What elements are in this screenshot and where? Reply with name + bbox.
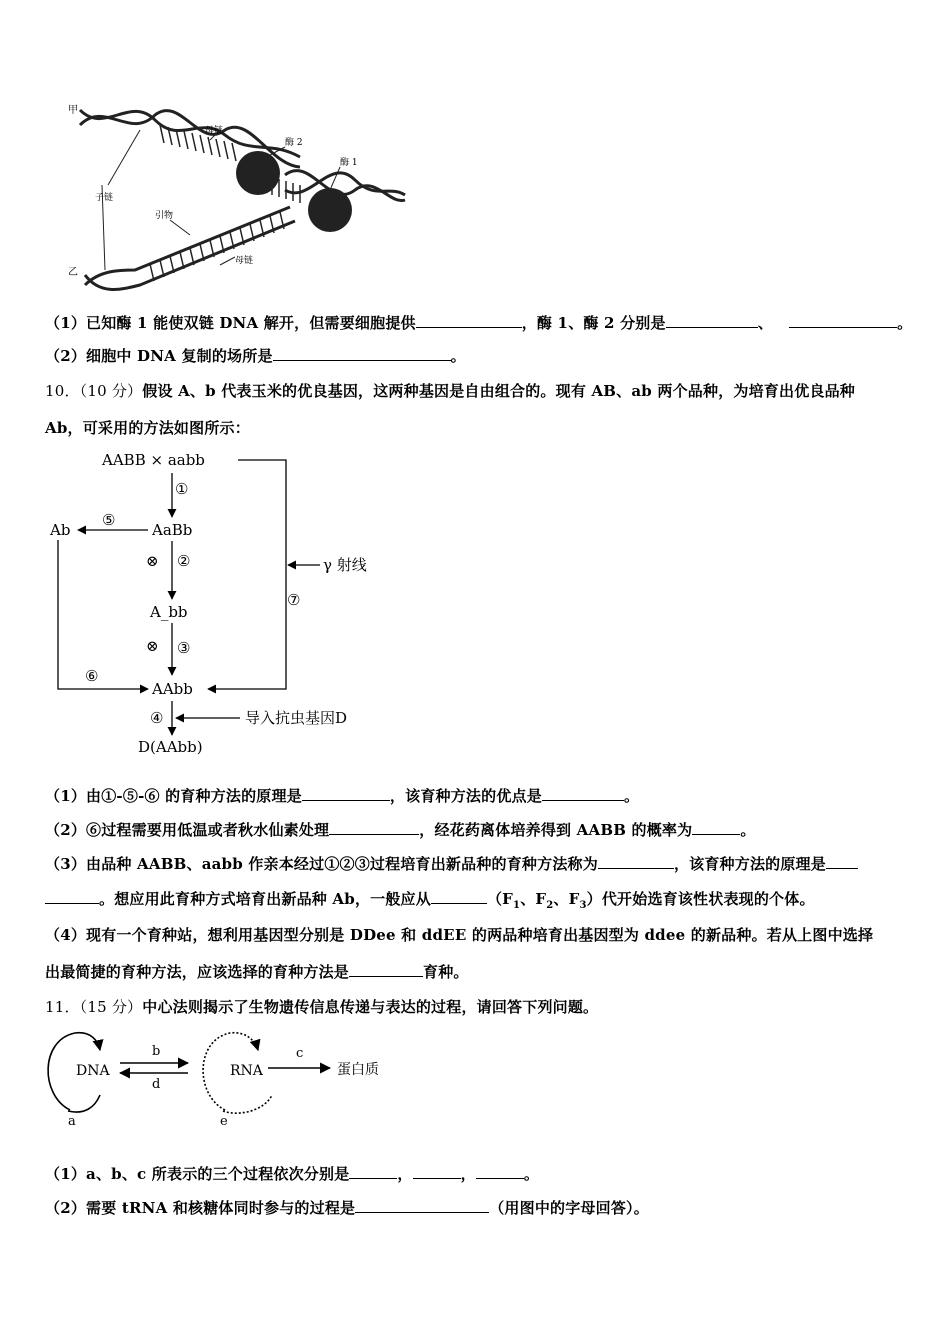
rna-node: RNA bbox=[230, 1063, 263, 1079]
q11-blank-1[interactable] bbox=[349, 1163, 397, 1179]
label-mei1: 酶 1 bbox=[340, 158, 358, 168]
q10-part1: （1）由①-⑤-⑥ 的育种方法的原理是 ，该育种方法的优点是 。 bbox=[45, 787, 640, 805]
step-1: ① bbox=[175, 480, 189, 498]
label-yinwu: 引物 bbox=[155, 211, 174, 221]
breeding-diagram bbox=[40, 445, 410, 760]
selfing-symbol-2: ⊗ bbox=[146, 637, 159, 655]
q9-blank-2[interactable] bbox=[666, 312, 758, 328]
q10-part3-line2: 。想应用此育种方式培育出新品种 Ab，一般应从 （$F_1$、$F_2$、$F_3$）代开始选育该性状表现的个体。 bbox=[45, 888, 815, 911]
q10-blank-7[interactable] bbox=[431, 888, 487, 904]
q10-intro-line1: 10．（10 分）假设 A、b 代表玉米的优良基因，这两种基因是自由组合的。现有 AB、ab 两个品种，为培育出优良品种 bbox=[45, 382, 855, 400]
central-dogma-diagram bbox=[40, 1025, 400, 1130]
enzyme-1-blob bbox=[308, 188, 352, 232]
protein-node: 蛋白质 bbox=[337, 1062, 379, 1078]
q9-blank-1[interactable] bbox=[416, 312, 522, 328]
dna-node: DNA bbox=[76, 1063, 110, 1079]
enzyme-2-blob bbox=[236, 151, 280, 195]
insert-gene-label: 导入抗虫基因D bbox=[245, 709, 348, 727]
label-zilian: 子链 bbox=[95, 193, 114, 203]
label-mei2: 酶 2 bbox=[285, 138, 303, 148]
q10-blank-4[interactable] bbox=[692, 819, 740, 835]
q11-part1: （1）a、b、c 所表示的三个过程依次分别是 ， ， 。 bbox=[45, 1165, 540, 1183]
abar-label: A_bb bbox=[150, 603, 188, 621]
label-jia: 甲 bbox=[68, 105, 78, 116]
cross-label: AABB × aabb bbox=[102, 451, 205, 469]
q10-blank-3[interactable] bbox=[329, 819, 419, 835]
label-d: d bbox=[152, 1077, 161, 1092]
selfing-symbol-1: ⊗ bbox=[146, 552, 159, 570]
q11-blank-3[interactable] bbox=[476, 1163, 524, 1179]
step-4: ④ bbox=[150, 709, 164, 727]
dna-replication-figure bbox=[60, 95, 410, 295]
lower-helix bbox=[85, 207, 295, 289]
q10-part2: （2）⑥过程需要用低温或者秋水仙素处理 ，经花药离体培养得到 AABB 的概率为 。 bbox=[45, 821, 756, 839]
q11-blank-4[interactable] bbox=[355, 1197, 489, 1213]
label-mulian-bottom: 母链 bbox=[235, 256, 254, 266]
q9-blank-4[interactable] bbox=[273, 345, 451, 361]
step-2: ② bbox=[177, 552, 191, 570]
q10-part4-line2: 出最简捷的育种方法，应该选择的育种方法是 育种。 bbox=[45, 963, 469, 981]
q10-intro-line2: Ab，可采用的方法如图所示： bbox=[45, 419, 250, 437]
q9-part1: （1）已知酶 1 能使双链 DNA 解开，但需要细胞提供 ，酶 1、酶 2 分别是 、 。 bbox=[45, 314, 913, 332]
q9-blank-3[interactable] bbox=[789, 312, 897, 328]
ab-label: Ab bbox=[50, 521, 71, 539]
q10-blank-6a[interactable] bbox=[826, 853, 858, 869]
step-3: ③ bbox=[177, 639, 191, 657]
d-label: D(AAbb) bbox=[138, 738, 203, 756]
q10-blank-5[interactable] bbox=[598, 853, 674, 869]
q10-blank-2[interactable] bbox=[542, 785, 624, 801]
label-c: c bbox=[296, 1046, 304, 1061]
q10-blank-8[interactable] bbox=[349, 961, 423, 977]
q11-blank-2[interactable] bbox=[413, 1163, 461, 1179]
q9-part2: （2）细胞中 DNA 复制的场所是 。 bbox=[45, 347, 466, 365]
q10-part4-line1: （4）现有一个育种站，想利用基因型分别是 DDee 和 ddEE 的两品种培育出基因型为 ddee 的新品种。若从上图中选择 bbox=[45, 926, 874, 944]
aabb-result-label: AAbb bbox=[152, 680, 193, 698]
step-6: ⑥ bbox=[85, 667, 99, 685]
step-7: ⑦ bbox=[287, 591, 301, 609]
step-5: ⑤ bbox=[102, 511, 116, 529]
gamma-ray-label: γ 射线 bbox=[323, 556, 367, 574]
label-a: a bbox=[68, 1114, 76, 1129]
f1-label: AaBb bbox=[152, 521, 193, 539]
q10-blank-1[interactable] bbox=[302, 785, 390, 801]
label-e: e bbox=[220, 1114, 228, 1129]
q11-intro: 11．（15 分）中心法则揭示了生物遗传信息传递与表达的过程，请回答下列问题。 bbox=[45, 998, 599, 1016]
q10-blank-6b[interactable] bbox=[45, 888, 99, 904]
q10-part3-line1: （3）由品种 AABB、aabb 作亲本经过①②③过程培育出新品种的育种方法称为 ，该育种方法的原理是 bbox=[45, 853, 858, 874]
label-mulian-top: 母链 bbox=[205, 126, 224, 136]
q11-part2: （2）需要 tRNA 和核糖体同时参与的过程是 （用图中的字母回答）。 bbox=[45, 1199, 649, 1217]
label-b: b bbox=[152, 1044, 161, 1059]
label-yi: 乙 bbox=[68, 267, 78, 278]
